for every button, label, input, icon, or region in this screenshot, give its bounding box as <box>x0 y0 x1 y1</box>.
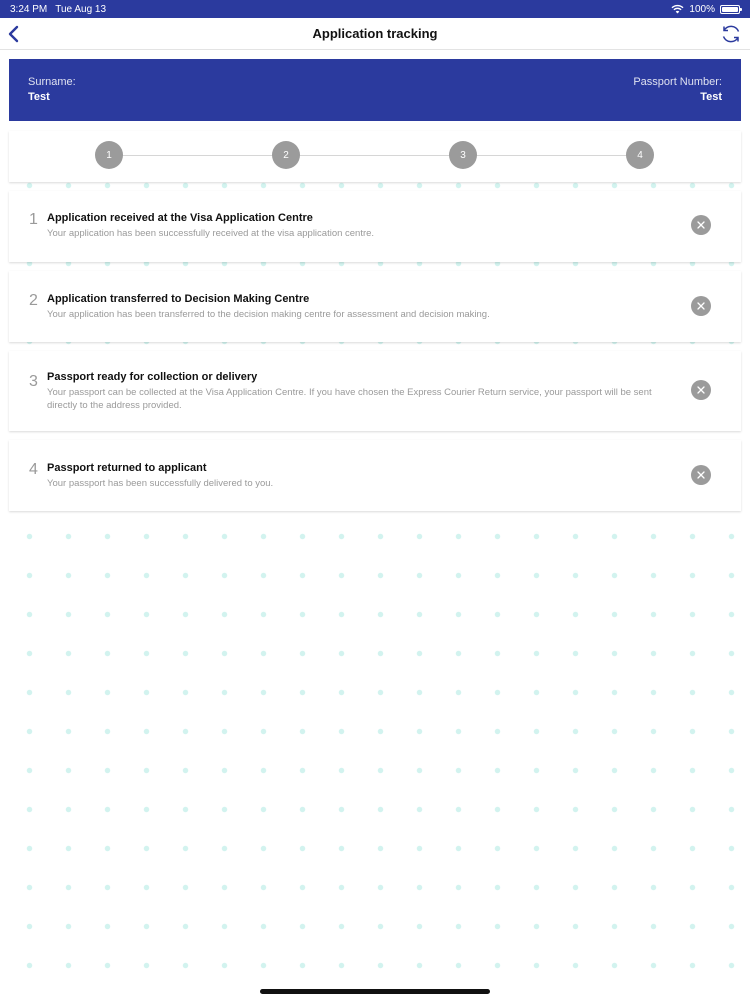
applicant-card <box>9 59 741 121</box>
status-text <box>47 371 663 412</box>
close-icon <box>691 465 711 485</box>
nav-bar <box>0 18 750 50</box>
status-title: Application transferred to Decision Making Centre <box>47 293 310 305</box>
status-number: 3 <box>29 373 38 390</box>
home-indicator[interactable] <box>260 989 490 994</box>
passport-block <box>633 76 722 104</box>
surname-label: Surname: <box>28 76 76 88</box>
status-description: Your application has been transferred to the decision making centre for assessment and decision making. <box>47 309 490 320</box>
status-card-2 <box>9 271 741 342</box>
surname-value: Test <box>28 91 50 103</box>
status-right <box>671 4 740 15</box>
status-text <box>47 212 663 240</box>
status-date: Tue Aug 13 <box>55 3 107 15</box>
step-3: 3 <box>449 141 477 169</box>
battery-percentage: 100% <box>689 3 715 15</box>
status-number: 1 <box>29 211 38 228</box>
status-number: 2 <box>29 292 38 309</box>
step-2: 2 <box>272 141 300 169</box>
wifi-icon <box>671 4 684 14</box>
passport-number-value: Test <box>700 91 722 103</box>
status-description: Your application has been successfully received at the visa application centre. <box>47 228 375 239</box>
progress-stepper <box>9 131 741 182</box>
page-title: Application tracking <box>312 26 438 41</box>
status-card-4 <box>9 440 741 511</box>
status-time: 3:24 PM <box>10 3 48 15</box>
status-description: Your passport has been successfully delivered to you. <box>47 478 274 489</box>
surname-block <box>28 76 76 104</box>
close-icon <box>691 296 711 316</box>
status-description: Your passport can be collected at the Visa Application Centre. If you have chosen the Express Courier Return service, your passport will be sent directly to the address provided. <box>47 387 652 411</box>
status-number: 4 <box>29 461 38 478</box>
status-text <box>47 462 663 490</box>
step-1: 1 <box>95 141 123 169</box>
stepper-line <box>109 155 641 156</box>
battery-icon <box>720 5 740 14</box>
status-card-1 <box>9 191 741 262</box>
status-title: Passport returned to applicant <box>47 462 207 474</box>
status-text <box>47 293 663 321</box>
close-icon <box>691 215 711 235</box>
status-card-3 <box>9 351 741 431</box>
refresh-icon[interactable] <box>720 23 742 45</box>
chevron-left-icon[interactable] <box>6 24 24 44</box>
status-bar <box>0 0 750 18</box>
status-title: Application received at the Visa Application Centre <box>47 212 313 224</box>
passport-number-label: Passport Number: <box>633 76 722 88</box>
status-title: Passport ready for collection or delivery <box>47 371 258 383</box>
step-4: 4 <box>626 141 654 169</box>
close-icon <box>691 380 711 400</box>
